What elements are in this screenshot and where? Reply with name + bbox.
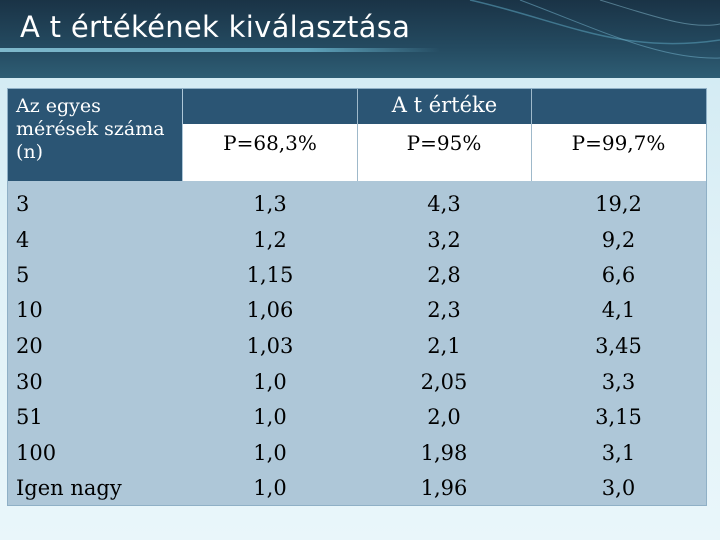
table-cell: 1,15	[246, 263, 294, 287]
table-cell: 6,6	[601, 263, 636, 287]
table-cell: 1,2	[253, 228, 287, 252]
table-cell: 3,1	[601, 441, 636, 465]
table-cell: 3,2	[427, 228, 461, 252]
title-underline	[0, 48, 440, 52]
table-cell: 3,15	[595, 405, 642, 429]
group-header: A t értéke	[391, 93, 498, 117]
slide-title: A t értékének kiválasztása	[20, 10, 411, 44]
column-header-block	[183, 89, 706, 181]
row-label-n: 30	[16, 370, 43, 394]
table-cell: 3,45	[595, 334, 642, 358]
table-cell: 1,0	[253, 476, 287, 500]
table-cell: 1,0	[253, 405, 287, 429]
table-cell: 2,3	[427, 298, 461, 322]
row-label-n: 3	[16, 192, 30, 216]
table-cell: 1,98	[420, 441, 468, 465]
table-cell: 1,0	[253, 441, 287, 465]
corner-header-cell	[8, 89, 182, 181]
table-cell: 1,3	[253, 192, 287, 216]
table-cell: 19,2	[595, 192, 642, 216]
table-cell: 2,1	[427, 334, 461, 358]
column-header-p95: P=95%	[406, 131, 482, 155]
table-cell: 9,2	[601, 228, 636, 252]
row-label-n: 4	[16, 228, 30, 252]
corner-header-text: Az egyes mérések száma (n)	[16, 95, 165, 163]
table-cell: 3,0	[601, 476, 636, 500]
table-cell: 4,1	[601, 298, 636, 322]
table-cell: 3,3	[601, 370, 636, 394]
table-cell: 4,3	[427, 192, 461, 216]
table-cell: 1,96	[420, 476, 468, 500]
row-label-n: 100	[16, 441, 57, 465]
t-value-table	[7, 88, 707, 506]
row-label-n: Igen nagy	[16, 476, 122, 500]
row-label-n: 10	[16, 298, 43, 322]
row-label-n: 20	[16, 334, 43, 358]
table-cell: 1,0	[253, 370, 287, 394]
table-cell: 1,06	[246, 298, 294, 322]
table-cell: 2,0	[427, 405, 461, 429]
table-cell: 1,03	[246, 334, 294, 358]
row-label-n: 5	[16, 263, 30, 287]
column-header-p997: P=99,7%	[571, 131, 666, 155]
column-header-p68: P=68,3%	[223, 131, 317, 155]
row-label-n: 51	[16, 405, 43, 429]
table-cell: 2,8	[427, 263, 461, 287]
table-cell: 2,05	[420, 370, 468, 394]
